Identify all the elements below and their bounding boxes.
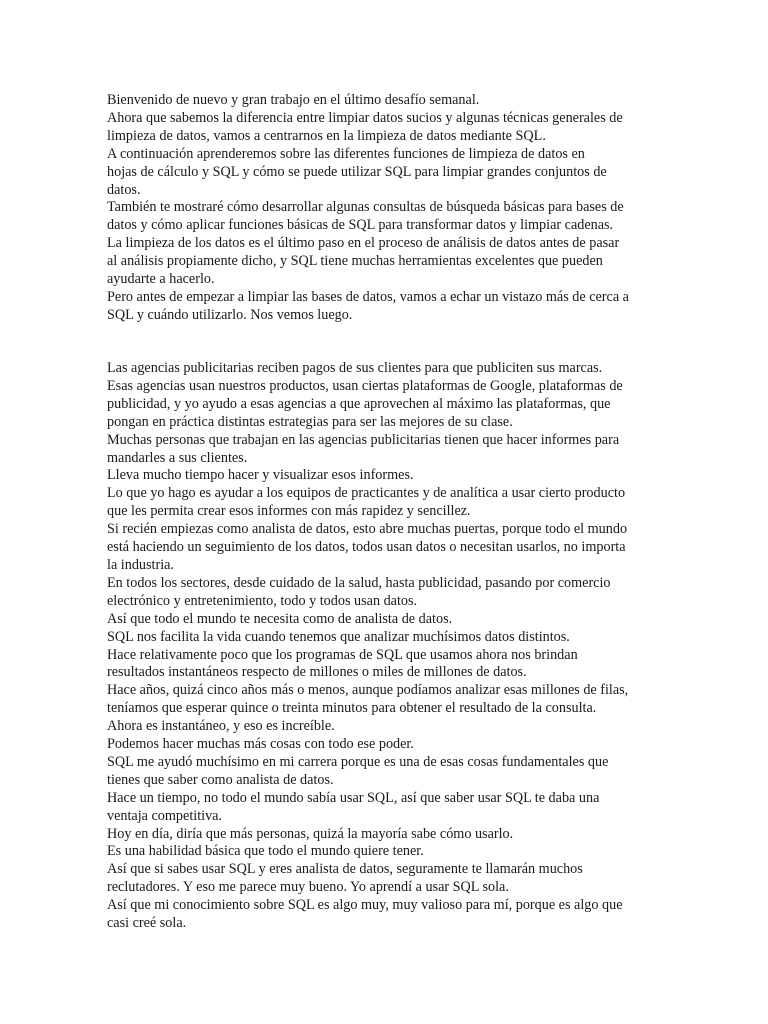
text-line: SQL nos facilita la vida cuando tenemos que analizar muchísimos datos distintos.: [107, 628, 570, 645]
text-line: Así que si sabes usar SQL y eres analista de datos, seguramente te llamarán muchos: [107, 861, 583, 878]
text-line: Es una habilidad básica que todo el mundo quiere tener.: [107, 843, 424, 860]
text-line: resultados instantáneos respecto de millones o miles de millones de datos.: [107, 664, 527, 681]
text-section-transcript: [107, 360, 667, 933]
text-line: teníamos que esperar quince o treinta minutos para obtener el resultado de la consulta.: [107, 700, 597, 717]
text-line: que les permita crear esos informes con más rapidez y sencillez.: [107, 503, 471, 520]
text-line: También te mostraré cómo desarrollar algunas consultas de búsqueda básicas para bases de: [107, 199, 624, 216]
text-line: Hace años, quizá cinco años más o menos, aunque podíamos analizar esas millones de filas,: [107, 682, 629, 699]
text-line: Lo que yo hago es ayudar a los equipos de practicantes y de analítica a usar cierto producto: [107, 485, 626, 502]
text-line: Bienvenido de nuevo y gran trabajo en el último desafío semanal.: [107, 92, 480, 108]
text-line: al análisis propiamente dicho, y SQL tiene muchas herramientas excelentes que pueden: [107, 253, 603, 270]
text-line: A continuación aprenderemos sobre las diferentes funciones de limpieza de datos en: [107, 145, 585, 162]
text-line: Ahora que sabemos la diferencia entre limpiar datos sucios y algunas técnicas generales de: [107, 109, 623, 126]
text-line: publicidad, y yo ayudo a esas agencias a que aprovechen al máximo las plataformas, que: [107, 395, 611, 412]
text-line: Muchas personas que trabajan en las agencias publicitarias tienen que hacer informes para: [107, 431, 620, 448]
text-line: En todos los sectores, desde cuidado de la salud, hasta publicidad, pasando por comercio: [107, 574, 611, 591]
text-line: Ahora es instantáneo, y eso es increíble.: [107, 718, 335, 735]
text-line: hojas de cálculo y SQL y cómo se puede utilizar SQL para limpiar grandes conjuntos de: [107, 163, 607, 180]
text-line: SQL y cuándo utilizarlo. Nos vemos luego.: [107, 306, 353, 323]
text-line: electrónico y entretenimiento, todo y todos usan datos.: [107, 592, 418, 609]
text-line: ayudarte a hacerlo.: [107, 271, 215, 288]
text-line: mandarles a sus clientes.: [107, 449, 248, 466]
text-line: pongan en práctica distintas estrategias para ser las mejores de su clase.: [107, 413, 513, 430]
text-section-intro: [107, 92, 667, 325]
text-line: Si recién empiezas como analista de datos, esto abre muchas puertas, porque todo el mundo: [107, 521, 628, 538]
text-line: reclutadores. Y eso me parece muy bueno. Yo aprendí a usar SQL sola.: [107, 879, 509, 896]
text-line: Las agencias publicitarias reciben pagos de sus clientes para que publiciten sus marcas.: [107, 360, 603, 376]
text-line: Podemos hacer muchas más cosas con todo ese poder.: [107, 736, 414, 753]
text-line: casi creé sola.: [107, 915, 187, 932]
text-line: Lleva mucho tiempo hacer y visualizar esos informes.: [107, 467, 414, 484]
text-line: ventaja competitiva.: [107, 807, 223, 824]
text-line: Pero antes de empezar a limpiar las bases de datos, vamos a echar un vistazo más de cerca a: [107, 288, 629, 305]
text-line: Hace un tiempo, no todo el mundo sabía usar SQL, así que saber usar SQL te daba una: [107, 789, 600, 806]
text-line: Así que mi conocimiento sobre SQL es algo muy, muy valioso para mí, porque es algo que: [107, 897, 623, 914]
text-line: datos y cómo aplicar funciones básicas de SQL para transformar datos y limpiar cadenas.: [107, 217, 614, 234]
text-line: SQL me ayudó muchísimo en mi carrera porque es una de esas cosas fundamentales que: [107, 753, 609, 770]
text-line: Hoy en día, diría que más personas, quizá la mayoría sabe cómo usarlo.: [107, 825, 514, 842]
text-line: la industria.: [107, 556, 174, 573]
text-line: datos.: [107, 181, 141, 198]
text-line: está haciendo un seguimiento de los datos, todos usan datos o necesitan usarlos, no importa: [107, 539, 626, 556]
text-line: La limpieza de los datos es el último paso en el proceso de análisis de datos antes de pasar: [107, 235, 620, 252]
text-line: Así que todo el mundo te necesita como de analista de datos.: [107, 610, 453, 627]
text-line: tienes que saber como analista de datos.: [107, 771, 334, 788]
text-line: Hace relativamente poco que los programas de SQL que usamos ahora nos brindan: [107, 646, 578, 663]
text-line: limpieza de datos, vamos a centrarnos en la limpieza de datos mediante SQL.: [107, 127, 546, 144]
text-line: Esas agencias usan nuestros productos, usan ciertas plataformas de Google, plataformas de: [107, 377, 623, 394]
